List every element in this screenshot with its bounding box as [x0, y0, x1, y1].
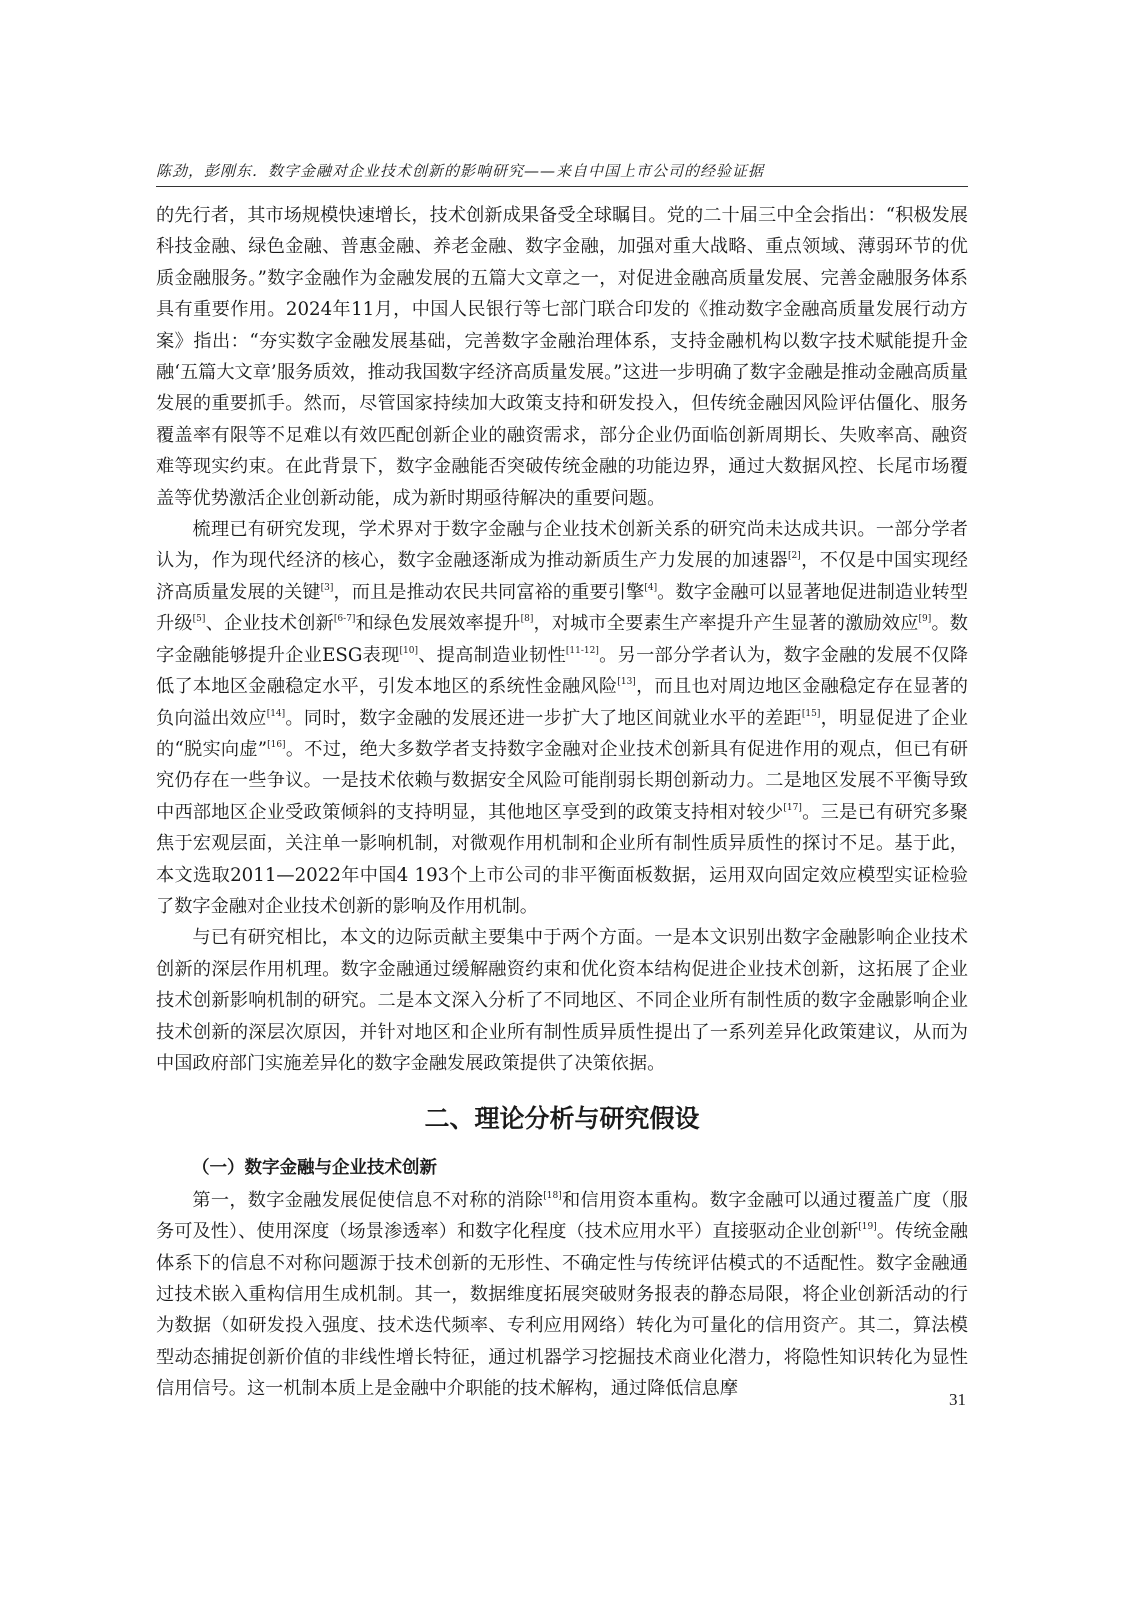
citation-ref[interactable]: [5]: [192, 614, 206, 625]
page-number: 31: [949, 1390, 966, 1409]
citation-ref[interactable]: [9]: [918, 614, 932, 625]
subsection-heading: （一）数字金融与企业技术创新: [192, 1158, 437, 1179]
paragraph-4: [156, 1185, 968, 1405]
text-run: 和信用资本重构。数字金融可以通过覆盖广度（服务可及性）、使用深度（场景渗透率）和数字化程度（技术应用水平）直接驱动企业创新: [156, 1189, 968, 1243]
citation-ref[interactable]: [6-7]: [333, 614, 356, 625]
text-run: 。数字金融能够提升企业ESG表现: [156, 613, 968, 666]
header-rule: [156, 186, 968, 187]
citation-ref[interactable]: [15]: [801, 708, 821, 719]
citation-ref[interactable]: [10]: [399, 645, 419, 656]
citation-ref[interactable]: [3]: [320, 582, 334, 593]
text-run: 。数字金融可以显著地促进制造业转型升级: [156, 581, 968, 635]
citation-ref[interactable]: [18]: [543, 1190, 562, 1201]
citation-ref[interactable]: [14]: [266, 708, 286, 719]
citation-ref[interactable]: [8]: [520, 614, 534, 625]
citation-ref[interactable]: [13]: [617, 677, 636, 688]
text-run: 。不过，绝大多数学者支持数字金融对企业技术创新具有促进作用的观点，但已有研究仍存在一些争议。一是技术依赖与数据安全风险可能削弱长期创新动力。二是地区发展不平衡导致中西部地区企业受政策倾斜的支持明显，其他地区享受到的政策支持相对较少: [156, 738, 968, 823]
text-run: 。三是已有研究多聚焦于宏观层面，关注单一影响机制，对微观作用机制和企业所有制性质异质性的探讨不足。基于此，本文选取2011—2022年中国4 193个上市公司的非平衡面板数据，运用双向固定效应模型实证检验了数字金融对企业技术创新的影响及作用机制。: [156, 801, 968, 917]
paragraph-2: [156, 514, 968, 922]
text-run: ，不仅是中国实现经济高质量发展的关键: [156, 550, 968, 603]
text-run: 梳理已有研究发现，学术界对于数字金融与企业技术创新关系的研究尚未达成共识。一部分学者认为，作为现代经济的核心，数字金融逐渐成为推动新质生产力发展的加速器: [156, 519, 968, 572]
paragraph-1: 的先行者，其市场规模快速增长，技术创新成果备受全球瞩目。党的二十届三中全会指出：“积极发展科技金融、绿色金融、普惠金融、养老金融、数字金融，加强对重大战略、重点领域、薄弱环节的优质金融服务。”数字金融作为金融发展的五篇大文章之一，对促进金融高质量发展、完善金融服务体系具有重要作用。2024年11月，中国人民银行等七部门联合印发的《推动数字金融高质量发展行动方案》指出：“夯实数字金融发展基础，完善数字金融治理体系，支持金融机构以数字技术赋能提升金融‘五篇大文章’服务质效，推动我国数字经济高质量发展。”这进一步明确了数字金融是推动金融高质量发展的重要抓手。然而，尽管国家持续加大政策支持和研发投入，但传统金融因风险评估僵化、服务覆盖率有限等不足难以有效匹配创新企业的融资需求，部分企业仍面临创新周期长、失败率高、融资难等现实约束。在此背景下，数字金融能否突破传统金融的功能边界，通过大数据风控、长尾市场覆盖等优势激活企业创新动能，成为新时期亟待解决的重要问题。: [156, 205, 969, 509]
paragraph-3: 与已有研究相比，本文的边际贡献主要集中于两个方面。一是本文识别出数字金融影响企业技术创新的深层作用机理。数字金融通过缓解融资约束和优化资本结构促进企业技术创新，这拓展了企业技术创新影响机制的研究。二是本文深入分析了不同地区、不同企业所有制性质的数字金融影响企业技术创新的深层次原因，并针对地区和企业所有制性质异质性提出了一系列差异化政策建议，从而为中国政府部门实施差异化的数字金融发展政策提供了决策依据。: [156, 927, 968, 1074]
text-run: ，明显促进了企业的“脱实向虚”: [156, 707, 968, 760]
text-run: 。另一部分学者认为，数字金融的发展不仅降低了本地区金融稳定水平，引发本地区的系统性金融风险: [156, 644, 968, 698]
text-run: 和绿色发展效率提升: [355, 613, 521, 635]
text-run: ，对城市全要素生产率提升产生显著的激励效应: [533, 613, 919, 635]
citation-ref[interactable]: [16]: [267, 739, 286, 750]
citation-ref[interactable]: [17]: [783, 802, 802, 813]
running-header: 陈劲，彭刚东．数字金融对企业技术创新的影响研究——来自中国上市公司的经验证据: [156, 162, 765, 180]
text-run: 。同时，数字金融的发展还进一步扩大了地区间就业水平的差距: [285, 707, 802, 729]
section-heading: 二、理论分析与研究假设: [424, 1104, 700, 1134]
text-run: 、提高制造业韧性: [418, 644, 566, 666]
citation-ref[interactable]: [2]: [787, 551, 801, 562]
citation-ref[interactable]: [11-12]: [565, 645, 599, 656]
text-run: 。传统金融体系下的信息不对称问题源于技术创新的无形性、不确定性与传统评估模式的不适配性。数字金融通过技术嵌入重构信用生成机制。其一，数据维度拓展突破财务报表的静态局限，将企业创新活动的行为数据（如研发投入强度、技术迭代频率、专利应用网络）转化为可量化的信用资产。其二，算法模型动态捕捉创新价值的非线性增长特征，通过机器学习挖掘技术商业化潜力，将隐性知识转化为显性信用信号。这一机制本质上是金融中介职能的技术解构，通过降低信息摩: [156, 1221, 968, 1400]
text-run: 第一，数字金融发展促使信息不对称的消除: [192, 1189, 544, 1211]
text-run: ，而且是推动农民共同富裕的重要引擎: [333, 581, 645, 603]
citation-ref[interactable]: [19]: [858, 1222, 877, 1233]
text-run: 、企业技术创新: [205, 613, 334, 635]
article-body: [156, 200, 968, 1405]
text-run: ，而且也对周边地区金融稳定存在显著的负向溢出效应: [156, 676, 968, 729]
citation-ref[interactable]: [4]: [644, 582, 658, 593]
